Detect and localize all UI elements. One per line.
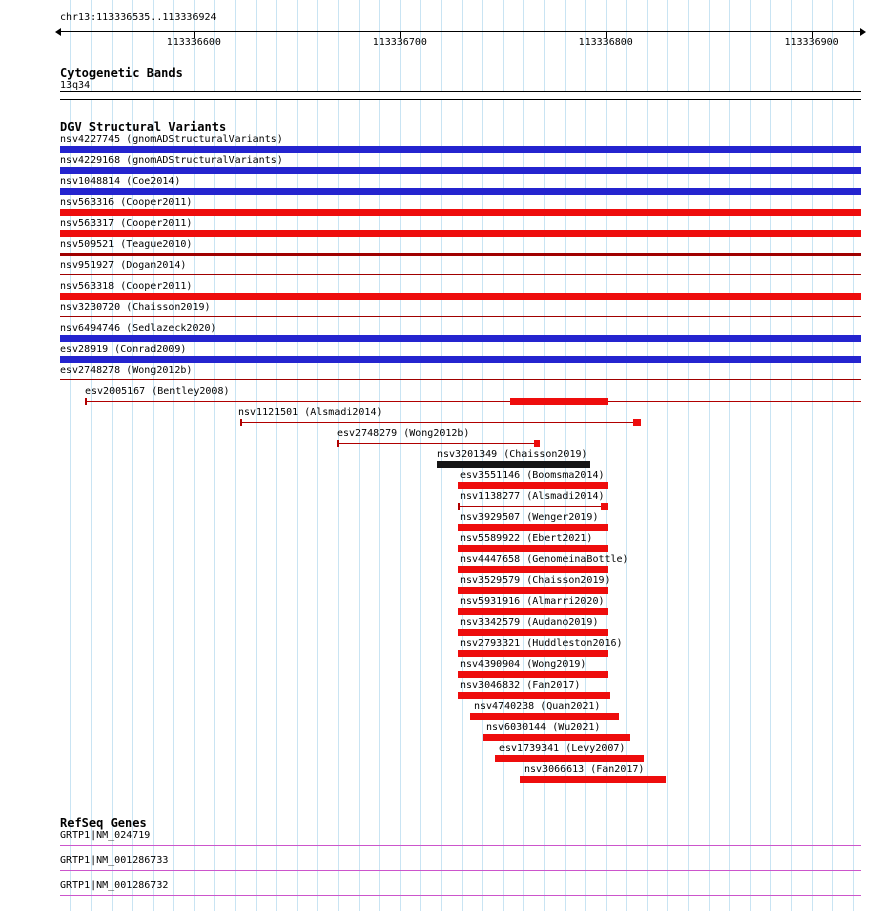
variant-label[interactable]: nsv3342579 (Audano2019) bbox=[460, 617, 599, 628]
variant-label[interactable]: nsv3230720 (Chaisson2019) bbox=[60, 302, 211, 313]
variant-label[interactable]: nsv5589922 (Ebert2021) bbox=[460, 533, 593, 544]
variant-label[interactable]: nsv509521 (Teague2010) bbox=[60, 239, 193, 250]
variant-label[interactable]: nsv3201349 (Chaisson2019) bbox=[437, 449, 588, 460]
variant-label[interactable]: nsv4229168 (gnomADStructuralVariants) bbox=[60, 155, 283, 166]
variant-label[interactable]: esv3551146 (Boomsma2014) bbox=[460, 470, 605, 481]
ruler-tick-label: 113336800 bbox=[578, 37, 633, 48]
variant-label[interactable]: nsv6030144 (Wu2021) bbox=[486, 722, 601, 733]
variant-label[interactable]: nsv951927 (Dogan2014) bbox=[60, 260, 187, 271]
gene-line[interactable] bbox=[60, 895, 861, 896]
section-title-refseq-genes: RefSeq Genes bbox=[60, 816, 147, 830]
variant-label[interactable]: esv2748278 (Wong2012b) bbox=[60, 365, 193, 376]
ruler-tick-label: 113336600 bbox=[166, 37, 221, 48]
gene-label[interactable]: GRTP1|NM_001286732 bbox=[60, 880, 169, 891]
variant-label[interactable]: nsv1048814 (Coe2014) bbox=[60, 176, 181, 187]
variant-label[interactable]: nsv563316 (Cooper2011) bbox=[60, 197, 193, 208]
variant-label[interactable]: esv2005167 (Bentley2008) bbox=[85, 386, 230, 397]
variant-label[interactable]: nsv4447658 (GenomeinaBottle) bbox=[460, 554, 629, 565]
cytoband-label: 13q34 bbox=[60, 80, 91, 91]
section-title-dgv-structural-variants: DGV Structural Variants bbox=[60, 120, 227, 134]
variant-label[interactable]: esv1739341 (Levy2007) bbox=[499, 743, 626, 754]
gene-label[interactable]: GRTP1|NM_024719 bbox=[60, 830, 151, 841]
variant-label[interactable]: nsv4740238 (Quan2021) bbox=[474, 701, 601, 712]
ruler-tick-label: 113336900 bbox=[784, 37, 839, 48]
ruler-tick-label: 113336700 bbox=[372, 37, 427, 48]
variant-label[interactable]: esv28919 (Conrad2009) bbox=[60, 344, 187, 355]
variant-label[interactable]: nsv563318 (Cooper2011) bbox=[60, 281, 193, 292]
variant-label[interactable]: nsv3066613 (Fan2017) bbox=[524, 764, 645, 775]
variant-label[interactable]: nsv6494746 (Sedlazeck2020) bbox=[60, 323, 217, 334]
variant-label[interactable]: nsv3046832 (Fan2017) bbox=[460, 680, 581, 691]
variant-label[interactable]: nsv1138277 (Alsmadi2014) bbox=[460, 491, 605, 502]
variant-label[interactable]: nsv3529579 (Chaisson2019) bbox=[460, 575, 611, 586]
variant-label[interactable]: esv2748279 (Wong2012b) bbox=[337, 428, 470, 439]
section-title-cytogenetic-bands: Cytogenetic Bands bbox=[60, 66, 183, 80]
variant-label[interactable]: nsv4390904 (Wong2019) bbox=[460, 659, 587, 670]
variant-label[interactable]: nsv4227745 (gnomADStructuralVariants) bbox=[60, 134, 283, 145]
variant-label[interactable]: nsv563317 (Cooper2011) bbox=[60, 218, 193, 229]
gene-label[interactable]: GRTP1|NM_001286733 bbox=[60, 855, 169, 866]
variant-label[interactable]: nsv1121501 (Alsmadi2014) bbox=[238, 407, 383, 418]
variant-label[interactable]: nsv2793321 (Huddleston2016) bbox=[460, 638, 623, 649]
gene-line[interactable] bbox=[60, 845, 861, 846]
variant-label[interactable]: nsv3929507 (Wenger2019) bbox=[460, 512, 599, 523]
region-coordinates: chr13:113336535..113336924 bbox=[60, 12, 217, 23]
gene-line[interactable] bbox=[60, 870, 861, 871]
variant-label[interactable]: nsv5931916 (Almarri2020) bbox=[460, 596, 605, 607]
